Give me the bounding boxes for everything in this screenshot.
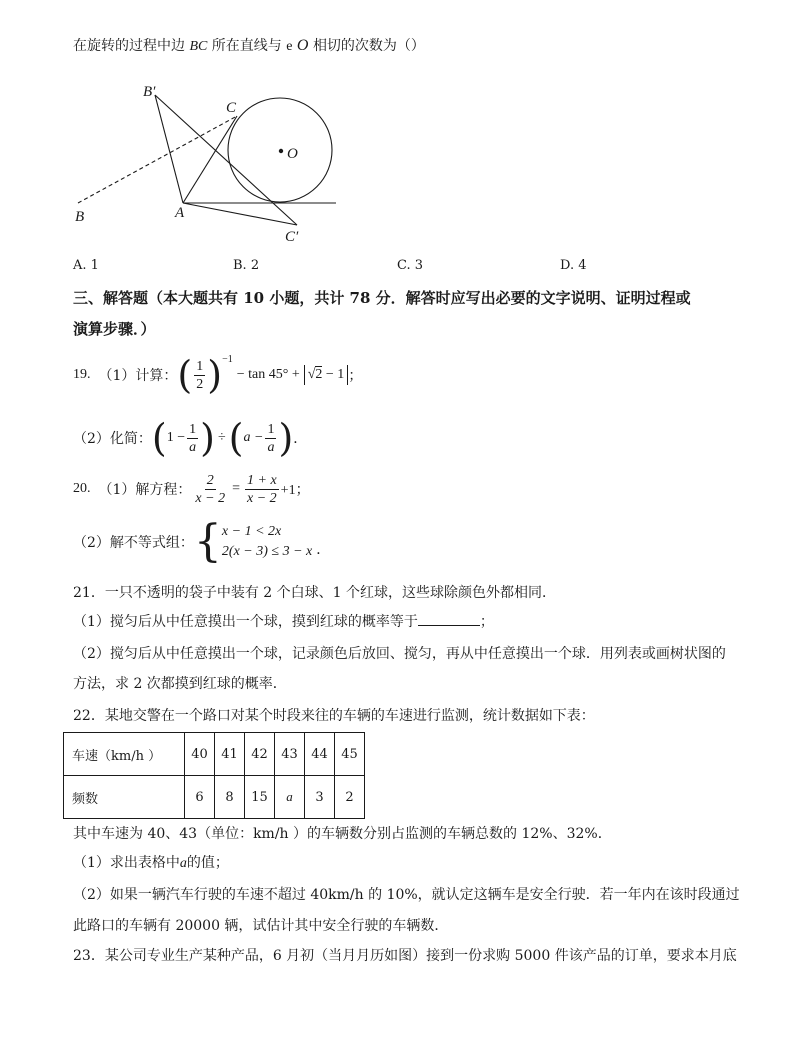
absolute-value [304, 365, 349, 385]
q19-expr-b: − 1 [325, 367, 345, 382]
table-cell: 41 [215, 733, 245, 776]
table-cell: 6 [185, 776, 215, 819]
label-o: O [287, 146, 298, 162]
q22-p1-var: a [179, 856, 187, 871]
table-header-speed: 车速（km/h ） [64, 733, 185, 776]
q20-number: 20. [73, 481, 91, 496]
section-heading-line2: 演算步骤．） [73, 320, 156, 338]
fraction-denominator: a [267, 439, 275, 455]
speed-frequency-table [63, 732, 365, 819]
fraction-denominator: 2 [196, 376, 204, 392]
table-cell: 8 [215, 776, 245, 819]
table-cell: 45 [335, 733, 365, 776]
left-paren: ( [151, 416, 167, 460]
section-heading-line1: 三、解答题（本大题共有 10 小题，共计 78 分．解答时应写出必要的文字说明、证明过程或 [73, 289, 691, 307]
q19-expr-a: − tan 45° + [236, 367, 300, 382]
table-row [64, 776, 365, 819]
q21-p1-end: ； [479, 614, 494, 630]
q20-p1-label: （1）解方程： [98, 482, 192, 498]
fraction-numerator: 1 [267, 421, 275, 437]
option-b: B. 2 [233, 258, 260, 273]
right-paren: ) [200, 416, 215, 460]
exponent: −1 [222, 354, 233, 365]
q22-part2-line1: （2）如果一辆汽车行驶的车速不超过 40km/h 的 10%，就认定这辆车是安全行驶．若一年内在该时段通过 [73, 887, 740, 903]
table-cell: 3 [305, 776, 335, 819]
lhs-fraction [193, 472, 227, 507]
segment-ab-prime [155, 95, 183, 203]
inequality-1: x − 1 < 2x [221, 524, 282, 539]
left-paren: ( [228, 416, 244, 460]
circle-symbol: e [286, 39, 293, 54]
q22-note: 其中车速为 40、43（单位：km/h ）的车辆数分别占监测的车辆总数的 12%、32%． [73, 826, 612, 842]
q19-part1 [73, 352, 362, 398]
sqrt-radicand: 2 [315, 367, 323, 382]
label-b: B [75, 209, 85, 225]
equals-sign: = [232, 481, 240, 496]
table-cell: 2 [335, 776, 365, 819]
fraction-denominator: a [189, 439, 197, 455]
q19-p2-end: ． [293, 431, 308, 447]
q21-part2-line2: 方法，求 2 次都摸到红球的概率． [73, 676, 287, 692]
rhs-tail: +1； [280, 483, 310, 498]
table-header-frequency: 频数 [64, 776, 185, 819]
option-a: A. 1 [73, 258, 99, 273]
label-c: C [226, 100, 237, 116]
table-cell: 15 [245, 776, 275, 819]
left-paren: ( [177, 353, 193, 397]
q19-p1-end: ； [348, 368, 363, 384]
q21-stem: 21．一只不透明的袋子中装有 2 个白球、1 个红球，这些球除颜色外都相同． [73, 585, 556, 601]
q19-part2 [73, 415, 307, 461]
q18-geometry-figure [0, 0, 794, 280]
label-c-prime: C′ [285, 229, 299, 245]
fraction-one-over-a [265, 421, 276, 456]
q21-part2-line1: （2）搅匀后从中任意摸出一个球，记录颜色后放回、搅匀，再从中任意摸出一个球．用列表或画树状图的 [73, 646, 726, 662]
q21-p1-text: （1）搅匀后从中任意摸出一个球，摸到红球的概率等于 [73, 614, 418, 630]
q19-p2-label: （2）化简： [73, 431, 152, 447]
option-c: C. 3 [397, 258, 424, 273]
q22-part1 [73, 852, 229, 872]
q20-p2-end: ． [316, 542, 331, 558]
q19-a-minus: a − [243, 430, 264, 445]
inequality-system [222, 522, 312, 562]
q22-p1-text-b: 的值； [186, 855, 229, 871]
answer-blank[interactable] [418, 611, 480, 626]
q20-p2-label: （2）解不等式组： [73, 535, 194, 551]
q22-stem: 22．某地交警在一个路口对某个时段来往的车辆的车速进行监测，统计数据如下表： [73, 708, 595, 724]
q19-one-minus: 1 − [166, 430, 186, 445]
q18-stem-part-b: 所在直线与 [211, 38, 282, 54]
q21-part1 [73, 611, 494, 631]
left-brace: { [193, 516, 222, 567]
right-paren: ) [207, 353, 223, 397]
q20-part2 [73, 516, 331, 567]
center-point-o [279, 149, 283, 153]
q18-edge-label: BC [189, 39, 208, 54]
fraction-numerator: 1 [196, 358, 204, 374]
fraction-numerator: 2 [206, 472, 214, 488]
segment-ac-prime [183, 203, 297, 225]
q22-p1-text-a: （1）求出表格中 [73, 855, 180, 871]
table-row [64, 733, 365, 776]
option-d: D. 4 [560, 258, 587, 273]
table-cell: 44 [305, 733, 335, 776]
label-b-prime: B′ [143, 84, 156, 100]
sqrt-sign: √ [307, 367, 316, 382]
rhs-fraction [245, 472, 279, 507]
fraction-numerator: 1 + x [247, 472, 277, 488]
q20-part1 [73, 467, 310, 511]
dashed-segment-bc [78, 116, 237, 203]
q18-stem-part-a: 在旋转的过程中边 [73, 38, 185, 54]
fraction-one-over-a [187, 421, 198, 456]
q18-stem-part-c: 相切的次数为（） [312, 38, 425, 54]
fraction-numerator: 1 [189, 421, 197, 437]
fraction-one-half [194, 358, 205, 393]
inequality-2: 2(x − 3) ≤ 3 − x [221, 544, 313, 559]
table-cell: 40 [185, 733, 215, 776]
right-paren: ) [278, 416, 294, 460]
divide-sign: ÷ [217, 430, 226, 445]
table-cell: 43 [275, 733, 305, 776]
q19-number: 19. [73, 367, 91, 382]
fraction-denominator: x − 2 [195, 490, 226, 506]
q19-p1-label: （1）计算： [98, 368, 178, 384]
q18-circle-name: O [296, 37, 309, 54]
table-cell: 42 [245, 733, 275, 776]
table-cell-unknown-a: a [275, 776, 305, 819]
q23-stem: 23．某公司专业生产某种产品，6 月初（当月月历如图）接到一份求购 5000 件该产品的订单，要求本月底 [73, 948, 737, 964]
q22-part2-line2: 此路口的车辆有 20000 辆，试估计其中安全行驶的车辆数． [73, 918, 449, 934]
fraction-denominator: x − 2 [247, 490, 277, 506]
label-a: A [175, 205, 185, 221]
